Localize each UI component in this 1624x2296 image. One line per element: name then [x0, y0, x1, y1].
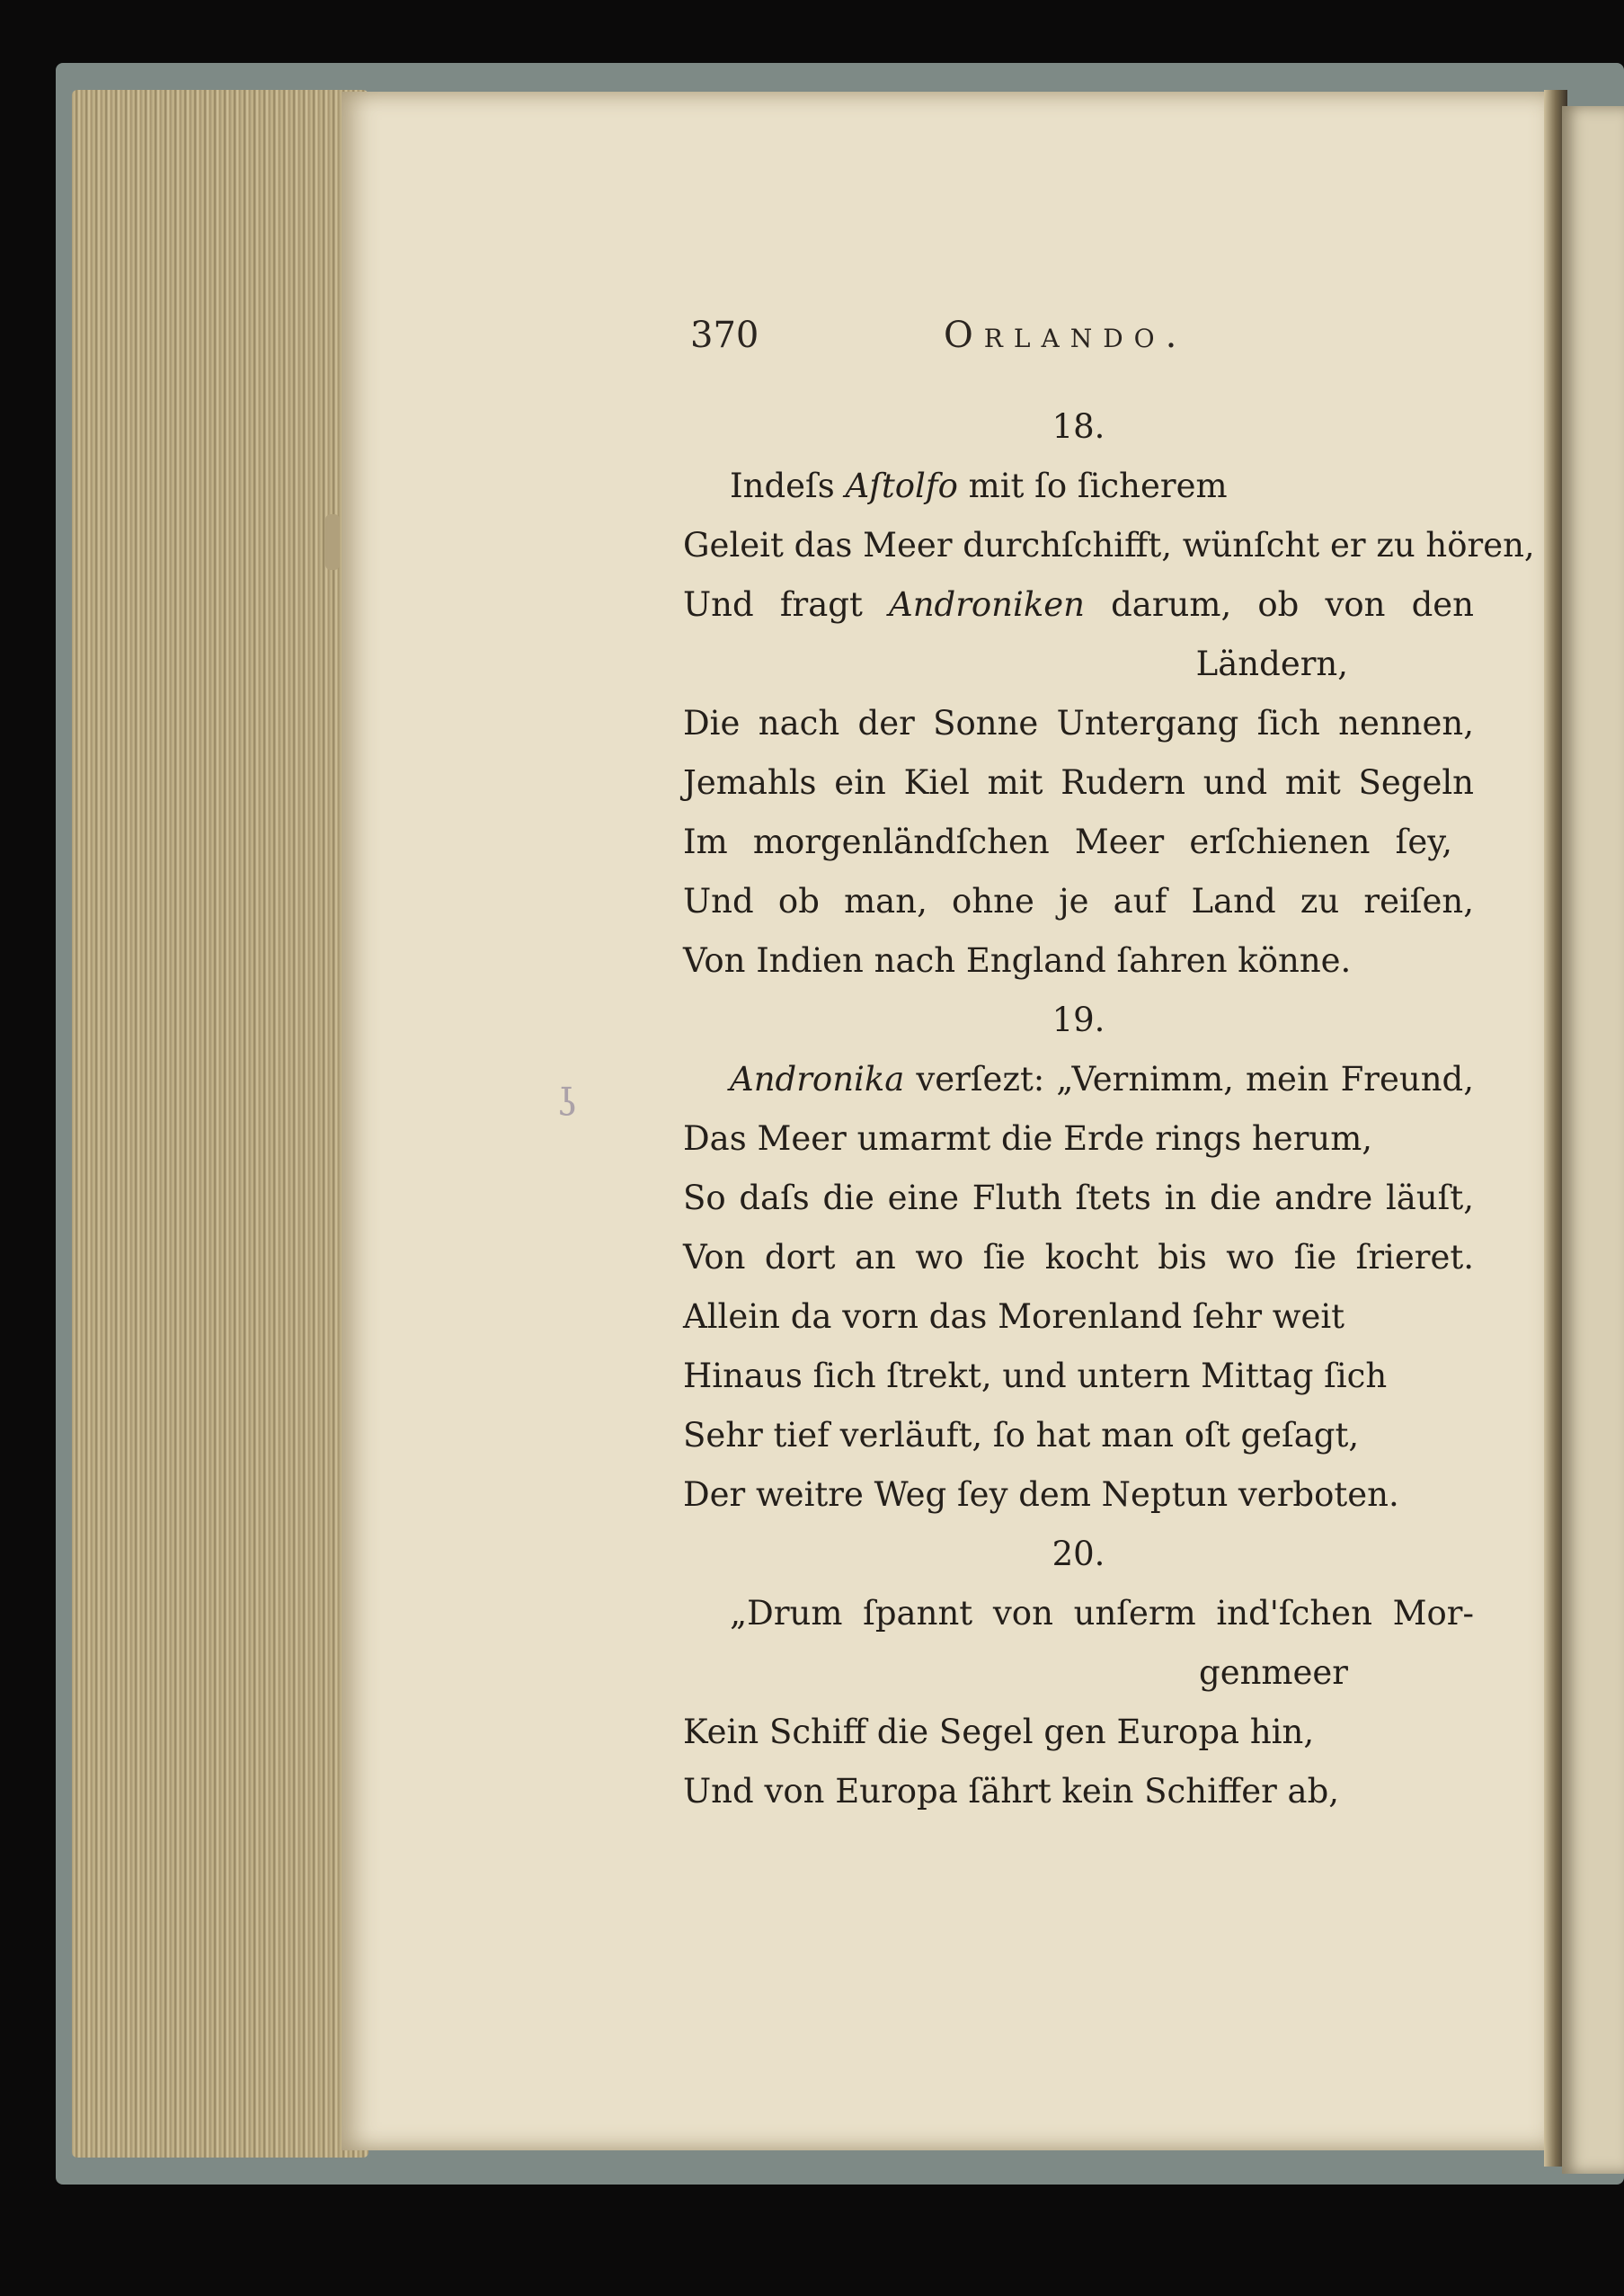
facing-page — [1562, 106, 1624, 2174]
poem-text — [683, 397, 1535, 1821]
verse-line: Und fragt Androniken darum, ob von den — [683, 585, 1474, 624]
page-number: 370 — [690, 315, 759, 356]
verse-line: Das Meer umarmt die Erde rings herum, — [683, 1119, 1373, 1158]
running-title: Orlando. — [944, 315, 1188, 356]
stanza-number: 18. — [1052, 407, 1105, 446]
verse-line: Von dort an wo ſie kocht bis wo ſie ſrieret. — [683, 1238, 1474, 1277]
verse-line: Allein da vorn das Morenland ſehr weit — [683, 1297, 1345, 1336]
page-tab — [325, 514, 340, 570]
verse-line: Hinaus ſich ſtrekt, und untern Mittag ſich — [683, 1357, 1388, 1395]
verse-line: Sehr tief verläuft, ſo hat man oſt geſagt, — [683, 1416, 1360, 1455]
margin-mark: ʖ — [557, 1081, 578, 1125]
verse-line: Geleit das Meer durchſchifft, wünſcht er zu hören, — [683, 526, 1535, 565]
page-header — [683, 315, 1546, 361]
verse-line: Und von Europa ſährt kein Schiffer ab, — [683, 1772, 1340, 1811]
verse-line: „Drum ſpannt von unſerm ind'ſchen Mor- — [730, 1594, 1474, 1633]
verse-line: Und ob man, ohne je auf Land zu reiſen, — [683, 882, 1474, 921]
verse-line: Die nach der Sonne Untergang ſich nennen, — [683, 704, 1474, 743]
stanza-number: 20. — [1052, 1535, 1105, 1573]
verse-line: Von Indien nach England ſahren könne. — [683, 941, 1352, 980]
verse-line: Ländern, — [1195, 645, 1348, 683]
verse-line: genmeer — [1199, 1653, 1348, 1692]
verse-line: Der weitre Weg ſey dem Neptun verboten. — [683, 1475, 1399, 1514]
verse-line: Kein Schiff die Segel gen Europa hin, — [683, 1713, 1315, 1751]
verse-line: Im morgenländſchen Meer erſchienen ſey, — [683, 823, 1452, 861]
verse-line: Andronika verſezt: „Vernimm, mein Freund, — [730, 1060, 1474, 1099]
verse-line: Indeſs Aſtolfo mit ſo ſicherem — [730, 467, 1228, 505]
verse-line: So daſs die eine Fluth ſtets in die andre läuſt, — [683, 1179, 1474, 1217]
stanza-number: 19. — [1052, 1001, 1105, 1039]
verse-line: Jemahls ein Kiel mit Rudern und mit Segeln — [683, 763, 1474, 802]
page-edges — [72, 90, 368, 2158]
